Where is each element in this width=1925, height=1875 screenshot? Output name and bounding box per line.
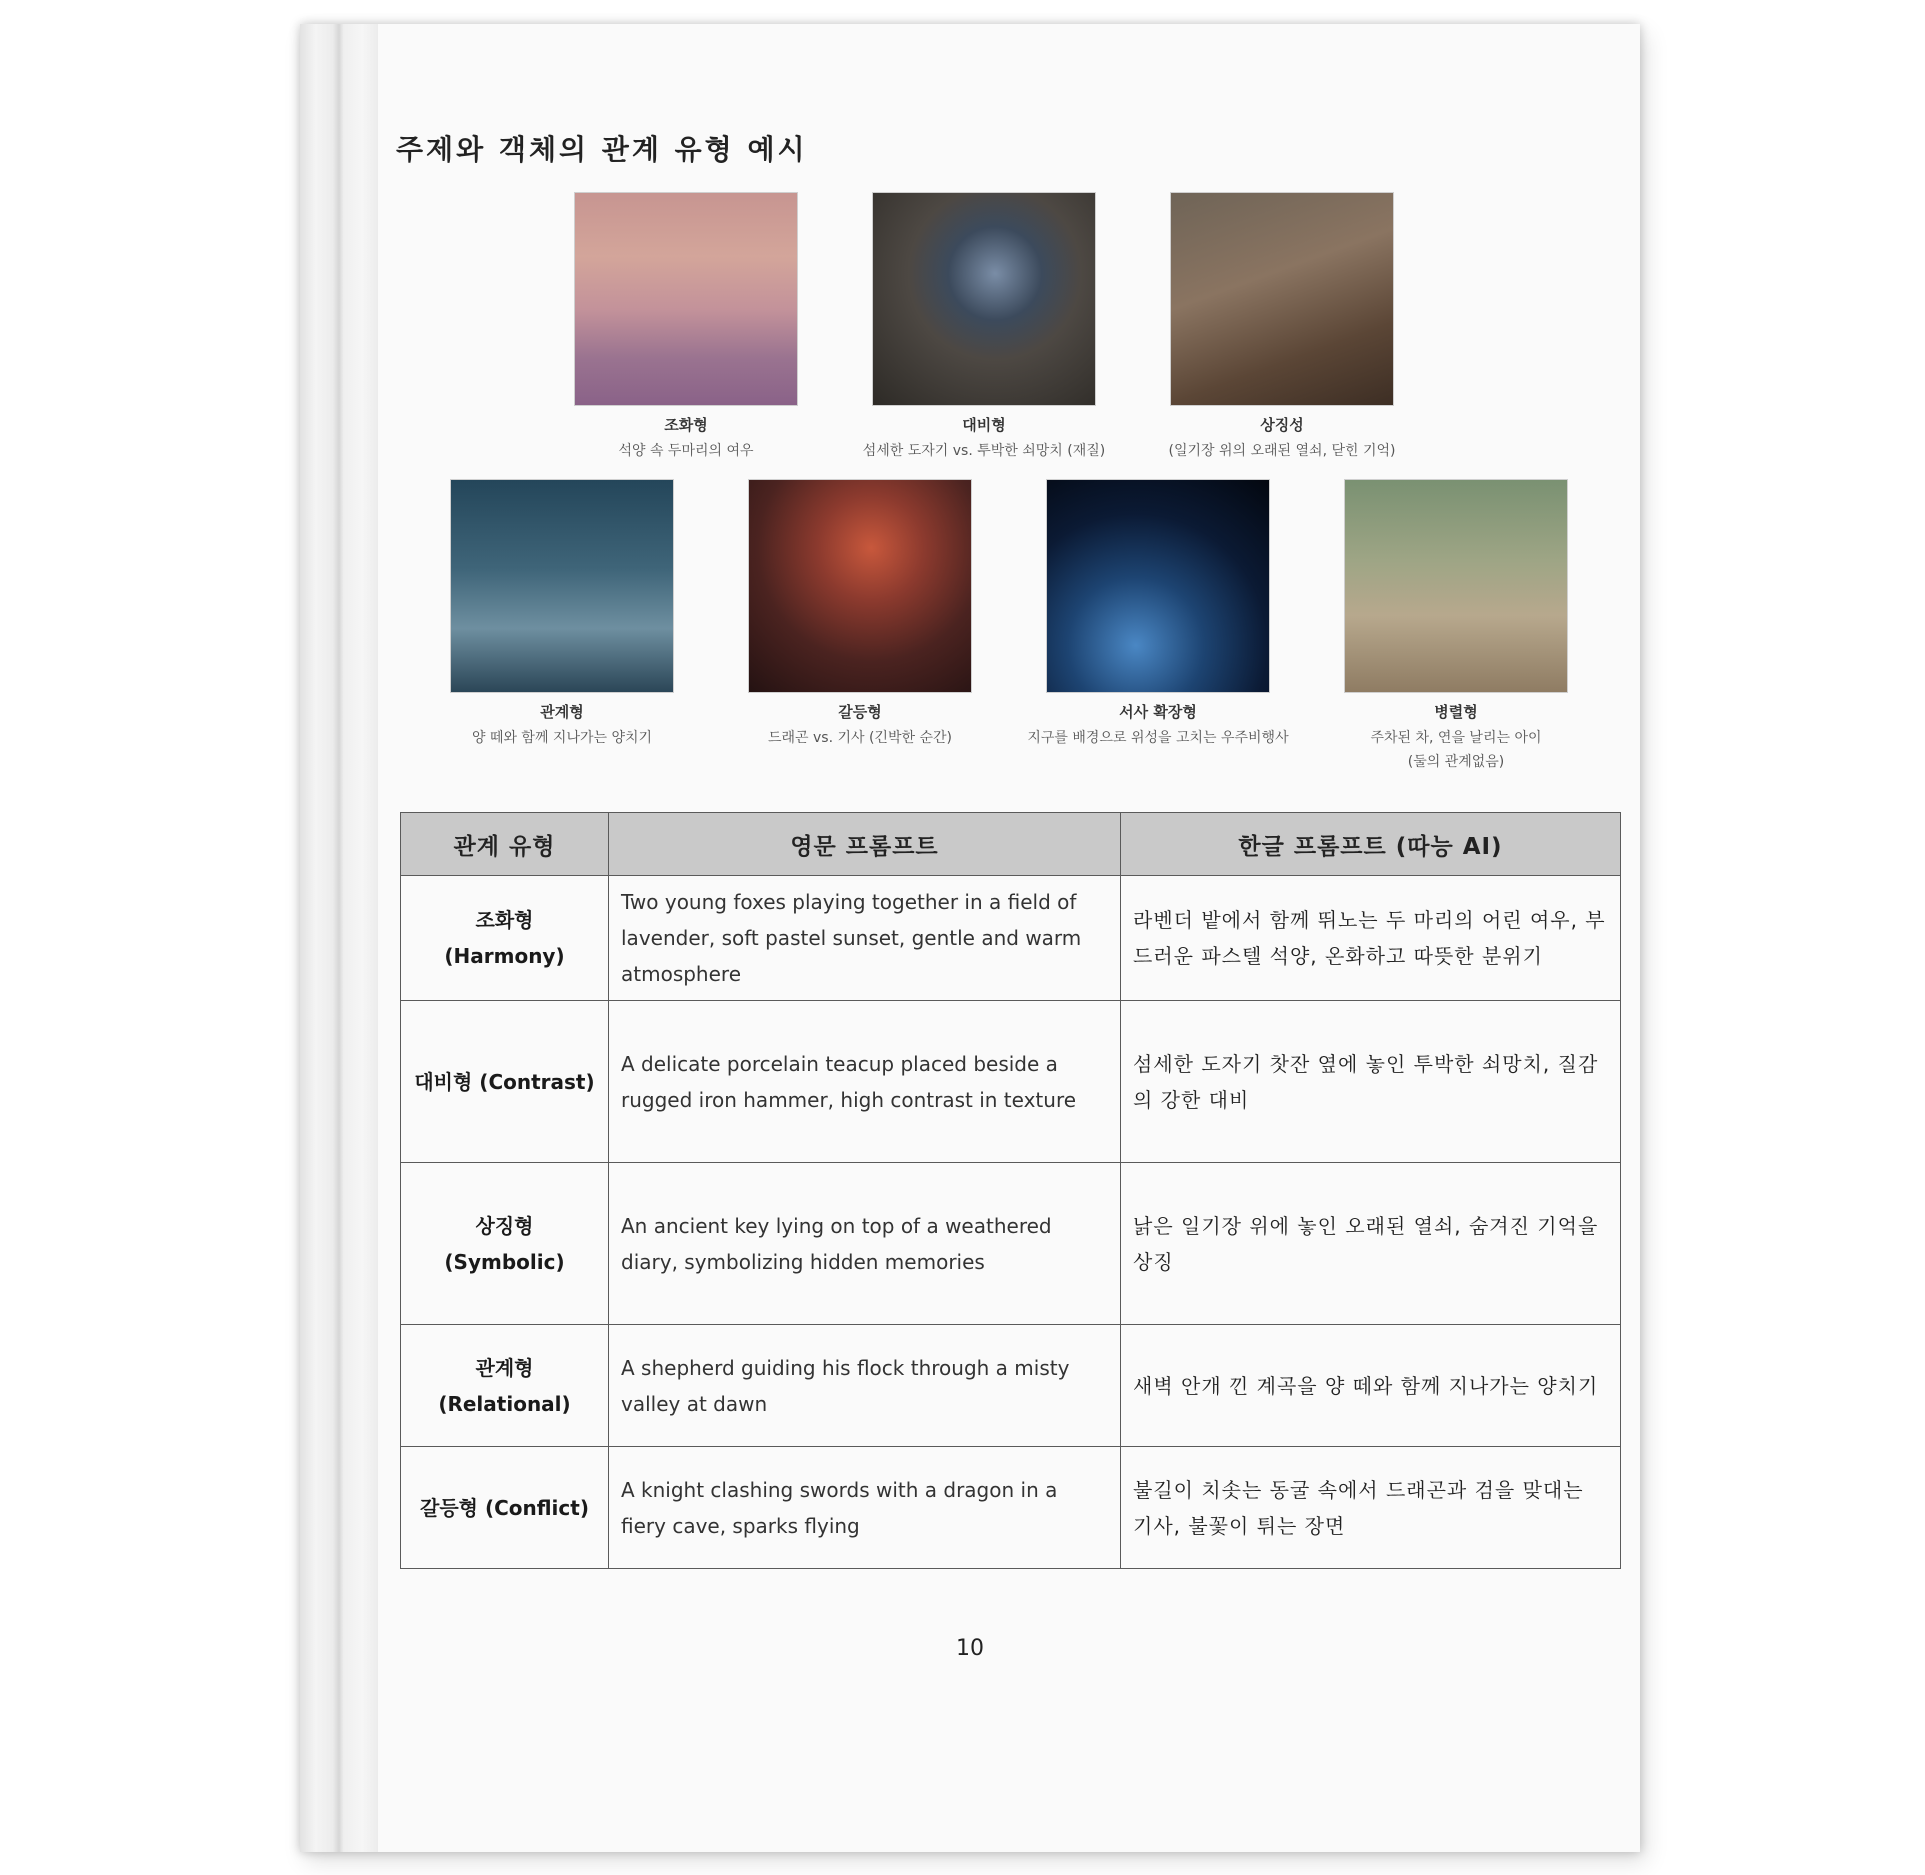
- table-row: [401, 1447, 1621, 1569]
- type-en: (Conflict): [484, 1495, 589, 1520]
- korean-prompt-cell: 섬세한 도자기 찻잔 옆에 놓인 투박한 쇠망치, 질감의 강한 대비: [1121, 1001, 1621, 1163]
- book-spine: [300, 24, 378, 1852]
- car-kite-photo: [1344, 479, 1568, 693]
- figure-parallel: [1296, 479, 1616, 773]
- dragon-knight-photo: [748, 479, 972, 693]
- type-ko: 상징형: [475, 1213, 534, 1238]
- english-prompt-cell: An ancient key lying on top of a weathered diary, symbolizing hidden memories: [609, 1163, 1121, 1325]
- figure-caption-extra: (둘의 관계없음): [1407, 753, 1505, 770]
- korean-prompt-cell: 새벽 안개 낀 계곡을 양 떼와 함께 지나가는 양치기: [1121, 1325, 1621, 1447]
- english-prompt-cell: Two young foxes playing together in a field of lavender, soft pastel sunset, gentle and warm atmosphere: [609, 876, 1121, 1001]
- figure-caption: 주차된 차, 연을 날리는 아이: [1370, 730, 1542, 746]
- book-page: [300, 24, 1640, 1852]
- figure-title: 대비형: [962, 416, 1006, 434]
- korean-prompt-cell: 라벤더 밭에서 함께 뛰노는 두 마리의 어린 여우, 부드러운 파스텔 석양, 온화하고 따뜻한 분위기: [1121, 876, 1621, 1001]
- figure-caption: 석양 속 두마리의 여우: [618, 443, 754, 459]
- type-cell: [401, 1447, 609, 1569]
- figure-title: 서사 확장형: [1119, 703, 1197, 721]
- header-english-prompt: 영문 프롬프트: [609, 813, 1121, 876]
- type-cell: [401, 1163, 609, 1325]
- figure-title: 갈등형: [838, 703, 882, 721]
- table-header-row: [401, 813, 1621, 876]
- figure-title: 상징성: [1260, 416, 1304, 434]
- type-ko: 갈등형: [420, 1495, 478, 1520]
- table-row: [401, 1163, 1621, 1325]
- table-row: [401, 1001, 1621, 1163]
- figure-title: 관계형: [540, 703, 584, 721]
- type-cell: [401, 1325, 609, 1447]
- figure-symbolic: [1122, 192, 1442, 463]
- type-en: (Harmony): [444, 944, 565, 968]
- teacup-hammer-photo: [872, 192, 1096, 406]
- english-prompt-cell: A knight clashing swords with a dragon in a fiery cave, sparks flying: [609, 1447, 1121, 1569]
- type-en: (Relational): [438, 1391, 571, 1416]
- type-en: (Contrast): [479, 1069, 595, 1094]
- page-title: 주제와 객체의 관계 유형 예시: [396, 133, 808, 166]
- type-cell: [401, 876, 609, 1001]
- type-en: (Symbolic): [444, 1249, 565, 1274]
- korean-prompt-cell: 낡은 일기장 위에 놓인 오래된 열쇠, 숨겨진 기억을 상징: [1121, 1163, 1621, 1325]
- header-korean-prompt: 한글 프롬프트 (따능 AI): [1121, 813, 1621, 876]
- figure-caption: 지구를 배경으로 위성을 고치는 우주비행사: [1027, 730, 1289, 746]
- figure-caption: 양 떼와 함께 지나가는 양치기: [471, 730, 653, 746]
- figure-title: 조화형: [664, 416, 708, 434]
- figure-contrast: [824, 192, 1144, 463]
- figure-harmony: [526, 192, 846, 463]
- korean-prompt-cell: 불길이 치솟는 동굴 속에서 드래곤과 검을 맞대는 기사, 불꽃이 튀는 장면: [1121, 1447, 1621, 1569]
- figure-caption: 드래곤 vs. 기사 (긴박한 순간): [768, 730, 952, 746]
- header-type: 관계 유형: [401, 813, 609, 876]
- key-diary-photo: [1170, 192, 1394, 406]
- astronaut-photo: [1046, 479, 1270, 693]
- figure-narrative: [998, 479, 1318, 750]
- table-row: [401, 876, 1621, 1001]
- figure-conflict: [700, 479, 1020, 750]
- type-ko: 관계형: [475, 1355, 534, 1380]
- english-prompt-cell: A delicate porcelain teacup placed beside a rugged iron hammer, high contrast in texture: [609, 1001, 1121, 1163]
- fox-photo: [574, 192, 798, 406]
- type-ko: 조화형: [475, 908, 534, 932]
- figure-caption: (일기장 위의 오래된 열쇠, 닫힌 기억): [1168, 443, 1396, 459]
- relationship-table: [400, 812, 1621, 1569]
- type-ko: 대비형: [414, 1069, 473, 1094]
- figure-title: 병렬형: [1434, 703, 1478, 721]
- page-number: 10: [956, 1636, 984, 1661]
- figure-caption: 섬세한 도자기 vs. 투박한 쇠망치 (재질): [862, 443, 1106, 459]
- type-cell: [401, 1001, 609, 1163]
- table-row: [401, 1325, 1621, 1447]
- figure-relational: [402, 479, 722, 750]
- english-prompt-cell: A shepherd guiding his flock through a misty valley at dawn: [609, 1325, 1121, 1447]
- shepherd-photo: [450, 479, 674, 693]
